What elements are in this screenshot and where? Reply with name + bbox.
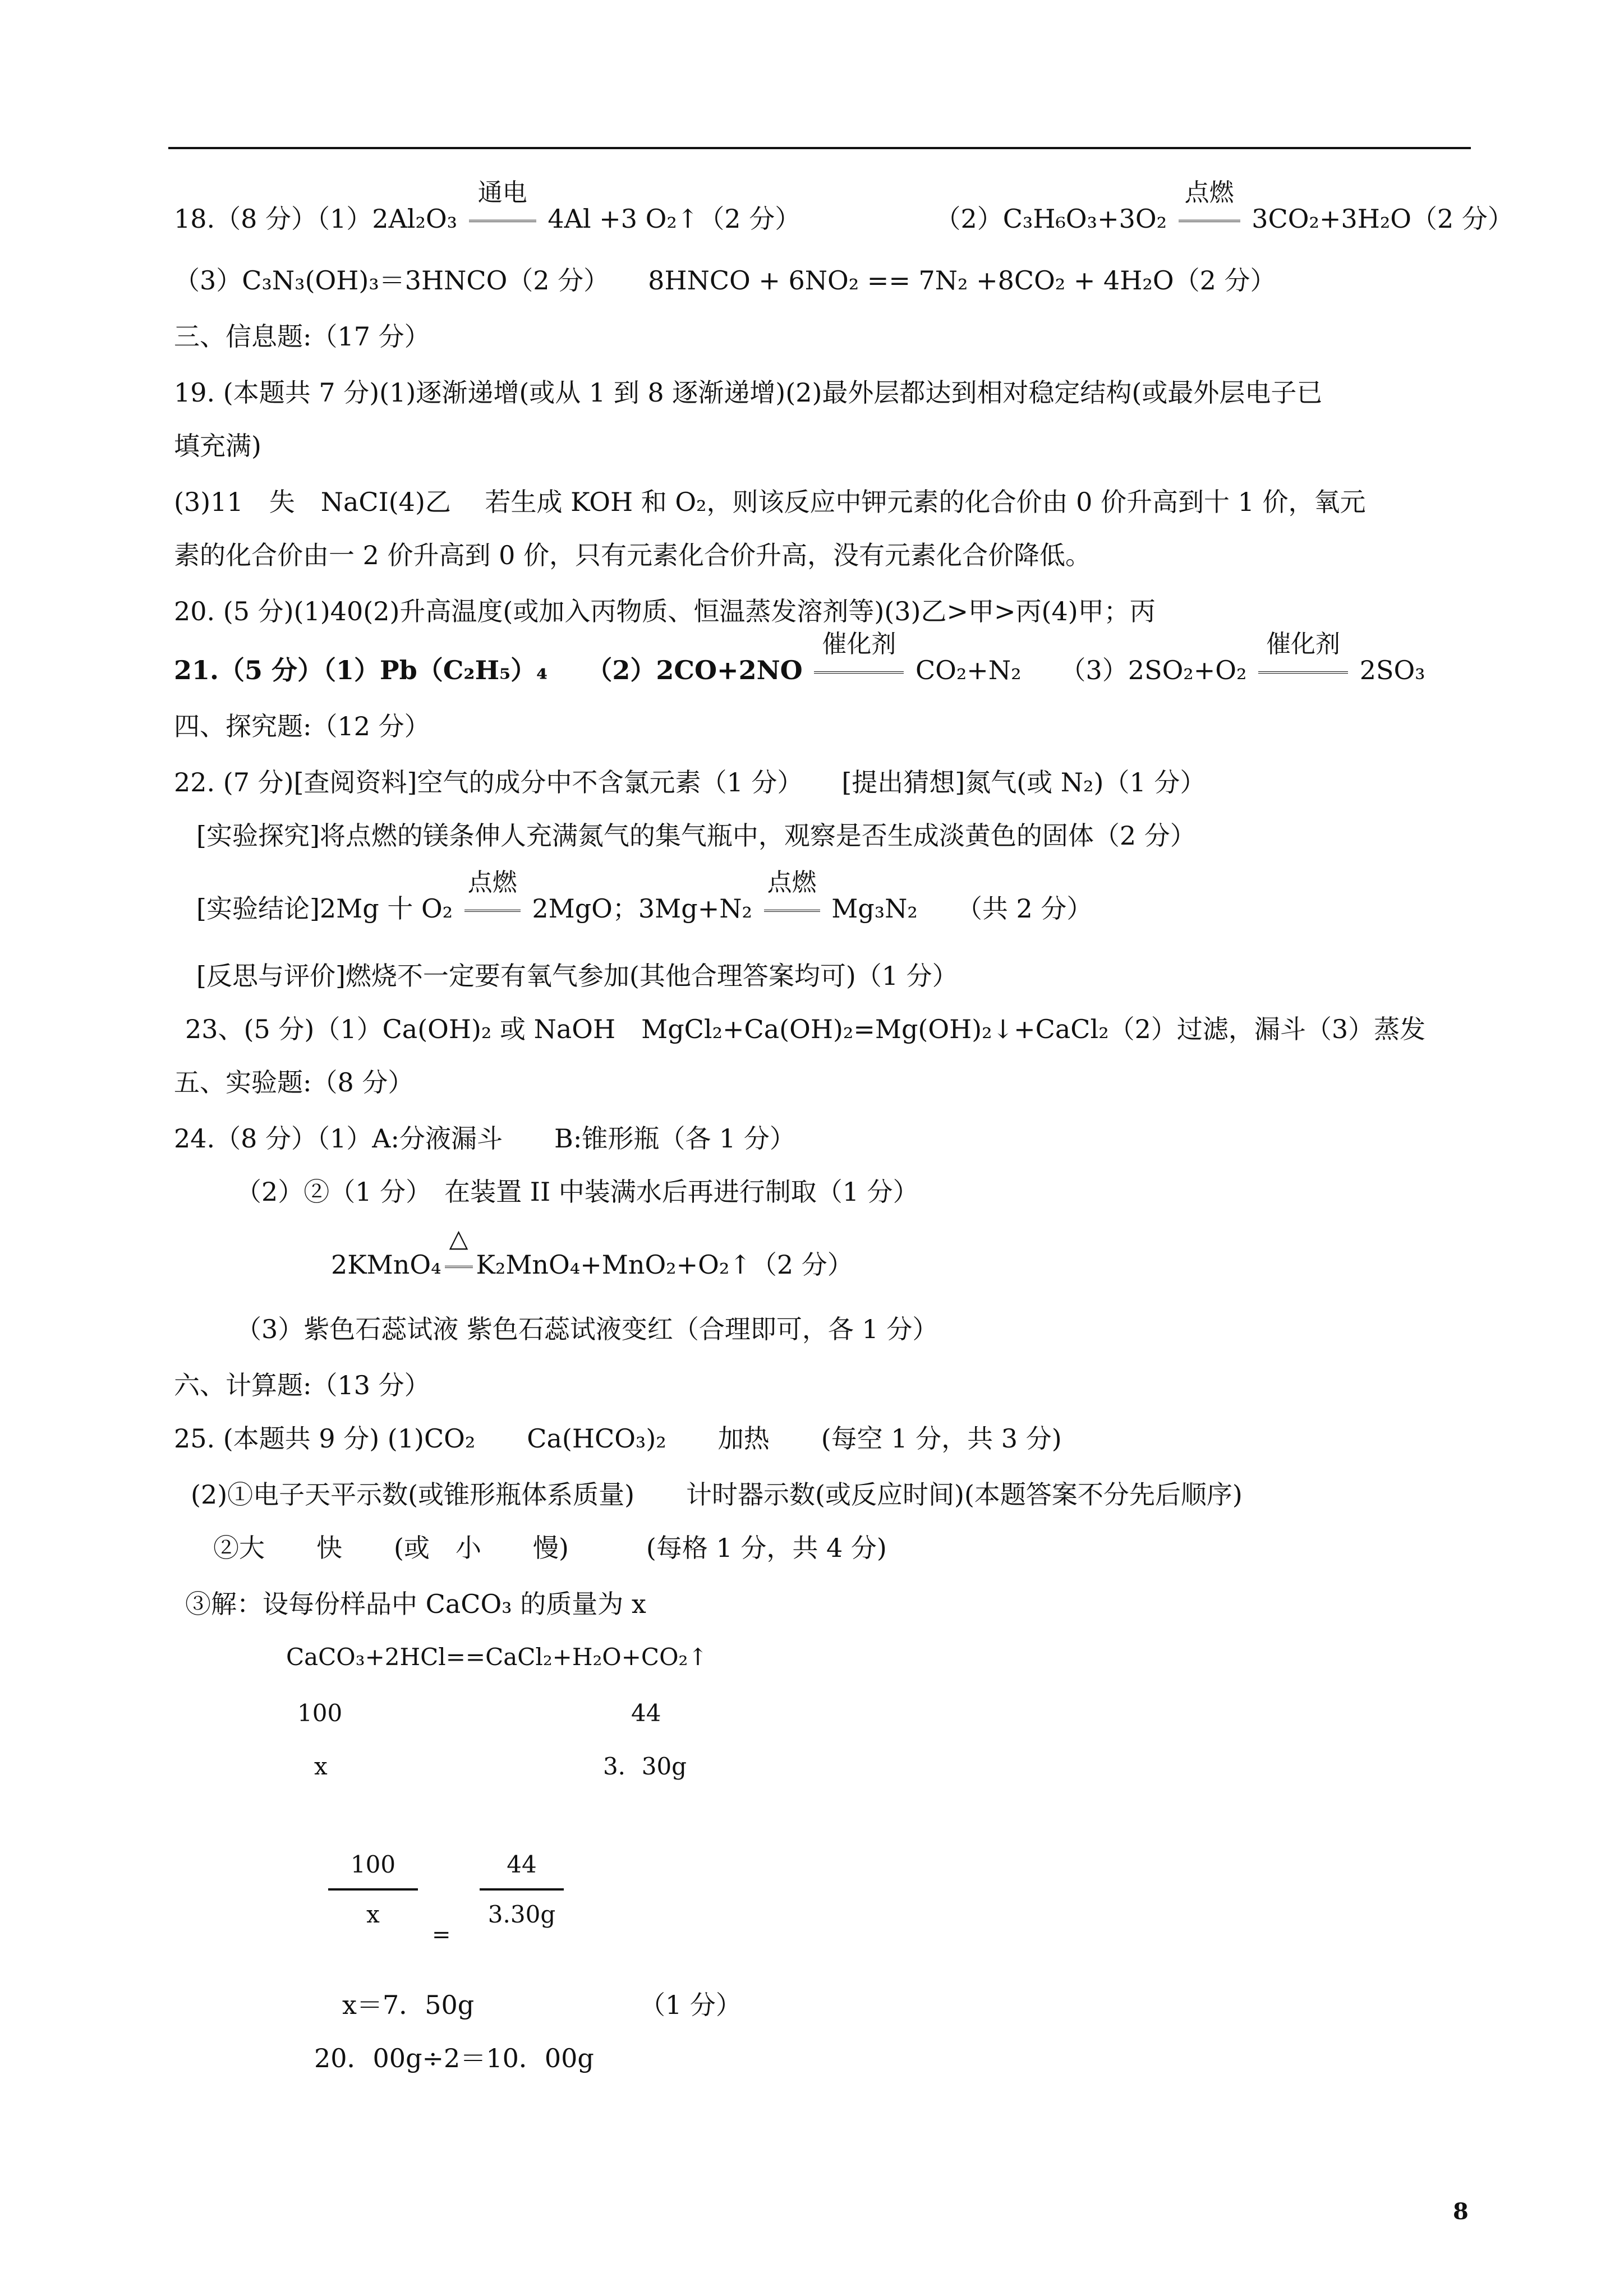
q20-line: 20. (5 分)(1)40(2)升高温度(或加入丙物质、恒温蒸发溶剂等)(3)乙>甲>丙(4)甲；丙 bbox=[174, 596, 1156, 626]
q23-line: 23、(5 分)（1）Ca(OH)₂ 或 NaOH MgCl₂+Ca(OH)₂=Mg(OH)₂↓+CaCl₂（2）过滤，漏斗（3）蒸发 bbox=[185, 1014, 1426, 1044]
section-4-heading: 四、探究题:（12 分） bbox=[174, 711, 430, 741]
q18-arrow1 bbox=[466, 178, 540, 236]
q24-part-b: K₂MnO₄+MnO₂+O₂↑（2 分） bbox=[476, 1250, 853, 1280]
q18-cond1: 通电 bbox=[477, 178, 527, 207]
q25-calc: 20．00g÷2＝10．00g bbox=[314, 2043, 594, 2073]
q19-line3: (3)11 失 NaCI(4)乙 若生成 KOH 和 O₂，则该反应中钾元素的化合价由 0 价升高到十 1 价，氧元 bbox=[174, 487, 1366, 517]
q21-part-a: 21.（5 分）（1）Pb（C₂H₅）₄ （2）2CO+2NO bbox=[174, 655, 803, 685]
q25-result-score: （1 分） bbox=[640, 1990, 742, 2020]
q22-arrow1 bbox=[461, 868, 524, 925]
q25-molar-100: 100 bbox=[297, 1699, 343, 1727]
q25-var-mass: 3．30g bbox=[603, 1753, 687, 1780]
q25-molar-44: 44 bbox=[631, 1699, 661, 1727]
header-rule bbox=[168, 147, 1471, 149]
q22-line4: [反思与评价]燃烧不一定要有氧气参加(其他合理答案均可)（1 分） bbox=[196, 961, 958, 991]
q25-frac2-numerator: 44 bbox=[507, 1851, 537, 1878]
section-6-heading: 六、计算题:（13 分） bbox=[174, 1370, 430, 1400]
q25-fraction-1 bbox=[328, 1851, 418, 1928]
q25-frac1-numerator: 100 bbox=[350, 1851, 396, 1878]
q18-part-b: 4Al +3 O₂↑（2 分） bbox=[548, 204, 801, 234]
q18-arrow2 bbox=[1175, 178, 1244, 236]
q18-part-a: 18.（8 分）（1）2Al₂O₃ bbox=[174, 204, 458, 234]
q25-line4: ③解：设每份样品中 CaCO₃ 的质量为 x bbox=[185, 1589, 646, 1619]
q25-equation: CaCO₃+2HCl==CaCl₂+H₂O+CO₂↑ bbox=[286, 1643, 708, 1671]
q21-line bbox=[174, 630, 1425, 687]
q24-line3 bbox=[331, 1224, 853, 1281]
q25-equals: = bbox=[432, 1922, 451, 1948]
q21-arrow2 bbox=[1255, 630, 1351, 687]
q21-arrow1 bbox=[811, 630, 907, 687]
q18-part-d: 3CO₂+3H₂O（2 分） bbox=[1252, 204, 1513, 234]
q22-arrow2 bbox=[761, 868, 823, 925]
page-number: 8 bbox=[1453, 2198, 1469, 2225]
q18-line2: （3）C₃N₃(OH)₃＝3HNCO（2 分） 8HNCO + 6NO₂ == 7N₂ +8CO₂ + 4H₂O（2 分） bbox=[174, 265, 1276, 296]
q18-line1 bbox=[174, 178, 1513, 236]
q19-line1: 19. (本题共 7 分)(1)逐渐递增(或从 1 到 8 逐渐递增)(2)最外层都达到相对稳定结构(或最外层电子已 bbox=[174, 377, 1323, 408]
q24-cond: △ bbox=[449, 1224, 468, 1253]
q18-part-c: （2）C₃H₆O₃+3O₂ bbox=[935, 204, 1167, 234]
q25-frac2-denominator: 3.30g bbox=[487, 1901, 556, 1928]
q24-line2: （2）②（1 分） 在装置 II 中装满水后再进行制取（1 分） bbox=[236, 1177, 919, 1207]
q25-var-x: x bbox=[314, 1753, 328, 1780]
section-3-heading: 三、信息题:（17 分） bbox=[174, 321, 430, 352]
q22-part-a: [实验结论]2Mg 十 O₂ bbox=[196, 893, 453, 924]
q21-cond2: 催化剂 bbox=[1266, 630, 1341, 658]
q22-part-c: Mg₃N₂ （共 2 分） bbox=[831, 893, 1093, 924]
q19-line2: 填充满) bbox=[174, 431, 261, 461]
q24-line1: 24.（8 分）（1）A:分液漏斗 B:锥形瓶（各 1 分） bbox=[174, 1123, 795, 1154]
q25-line1: 25. (本题共 9 分) (1)CO₂ Ca(HCO₃)₂ 加热 (每空 1 分，共 3 分) bbox=[174, 1423, 1062, 1454]
q25-result: x＝7．50g bbox=[342, 1990, 475, 2020]
q22-part-b: 2MgO；3Mg+N₂ bbox=[532, 893, 752, 924]
q24-arrow bbox=[441, 1224, 476, 1281]
q22-cond1: 点燃 bbox=[467, 868, 517, 897]
q24-part-a: 2KMnO₄ bbox=[331, 1250, 441, 1280]
q25-frac1-denominator: x bbox=[366, 1901, 380, 1928]
q21-cond1: 催化剂 bbox=[822, 630, 896, 658]
q21-part-b: CO₂+N₂ （3）2SO₂+O₂ bbox=[915, 655, 1247, 685]
q22-line3 bbox=[196, 868, 1093, 925]
q22-line1: 22. (7 分)[查阅资料]空气的成分中不含氯元素（1 分） [提出猜想]氮气(或 N₂)（1 分） bbox=[174, 767, 1206, 797]
q22-cond2: 点燃 bbox=[767, 868, 817, 897]
section-5-heading: 五、实验题:（8 分） bbox=[174, 1067, 414, 1098]
q24-line4: （3）紫色石蕊试液 紫色石蕊试液变红（合理即可，各 1 分） bbox=[236, 1314, 938, 1344]
q25-fraction-2 bbox=[480, 1851, 564, 1928]
q25-line2: (2)①电子天平示数(或锥形瓶体系质量) 计时器示数(或反应时间)(本题答案不分先后顺序) bbox=[191, 1479, 1243, 1510]
q22-line2: [实验探究]将点燃的镁条伸人充满氮气的集气瓶中，观察是否生成淡黄色的固体（2 分） bbox=[196, 820, 1196, 851]
q18-cond2: 点燃 bbox=[1184, 178, 1234, 207]
q25-line3: ②大 快 (或 小 慢) (每格 1 分，共 4 分) bbox=[213, 1533, 887, 1563]
q21-part-c: 2SO₃ bbox=[1359, 655, 1425, 685]
q19-line4: 素的化合价由一 2 价升高到 0 价，只有元素化合价升高，没有元素化合价降低。 bbox=[174, 540, 1092, 570]
